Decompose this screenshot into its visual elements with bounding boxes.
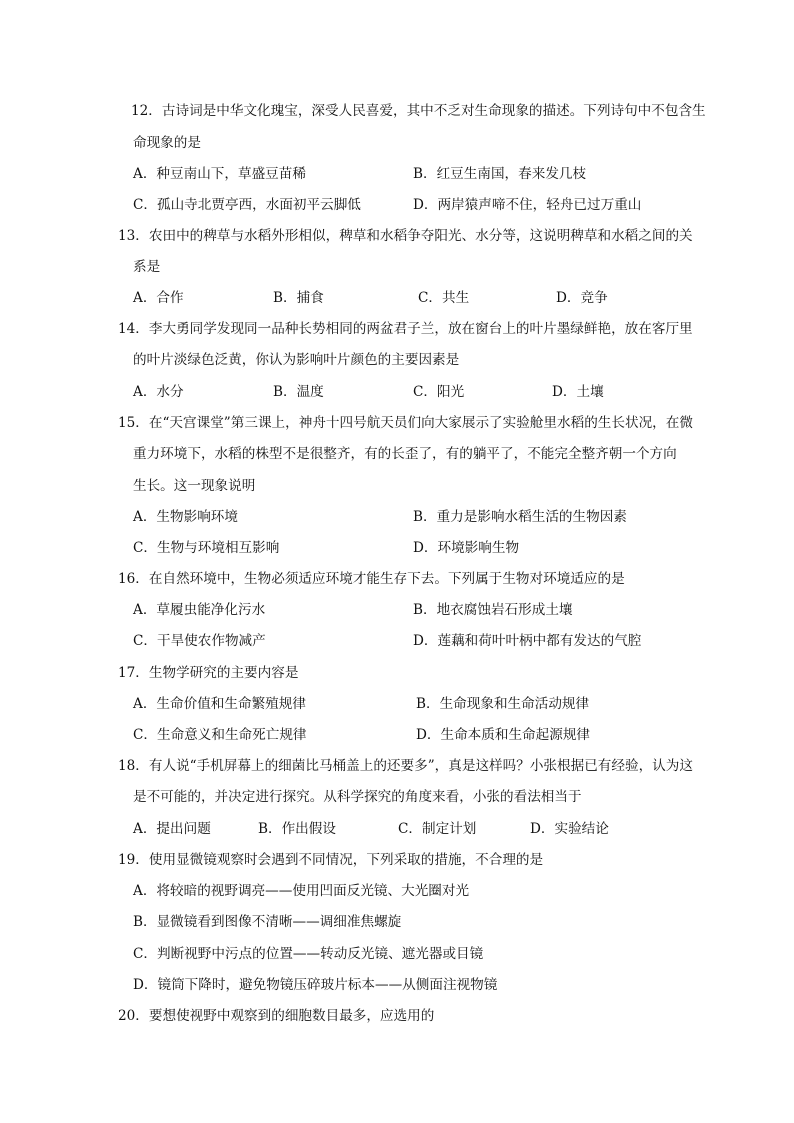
question-18-option-b: B．作出假设 (258, 821, 336, 837)
question-12-line-2: 命现象的是 (133, 135, 201, 151)
question-13-option-d: D．竞争 (556, 290, 608, 306)
question-15-option-c: C．生物与环境相互影响 (133, 540, 280, 556)
question-13-option-c: C．共生 (418, 290, 470, 306)
question-17-option-b: B．生命现象和生命活动规律 (416, 696, 590, 712)
question-19-option-c: C．判断视野中污点的位置——转动反光镜、遮光器或目镜 (133, 946, 484, 962)
question-17-option-a: A．生命价值和生命繁殖规律 (133, 696, 306, 712)
question-15-option-d: D．环境影响生物 (413, 540, 520, 556)
question-18-line-1: 18．有人说“手机屏幕上的细菌比马桶盖上的还要多”，真是这样吗？小张根据已有经验，认为这 (118, 758, 693, 774)
question-12-option-a: A．种豆南山下，草盛豆苗稀 (133, 166, 306, 182)
question-14-option-c: C．阳光 (413, 384, 465, 400)
question-15-option-a: A．生物影响环境 (133, 509, 238, 525)
question-19-option-d: D．镜筒下降时，避免物镜压碎玻片标本——从侧面注视物镜 (133, 977, 498, 993)
question-13-option-a: A．合作 (133, 290, 184, 306)
question-19-option-a: A．将较暗的视野调亮——使用凹面反光镜、大光圈对光 (133, 883, 470, 899)
question-14-option-d: D．土壤 (552, 384, 604, 400)
question-19-option-b: B．显微镜看到图像不清晰——调细准焦螺旋 (133, 914, 402, 930)
question-18-option-c: C．制定计划 (398, 821, 477, 837)
question-18-line-2: 是不可能的，并决定进行探究。从科学探究的角度来看，小张的看法相当于 (133, 789, 582, 805)
question-17-option-d: D．生命本质和生命起源规律 (416, 727, 591, 743)
question-13-line-2: 系是 (133, 259, 161, 275)
question-13-option-b: B．捕食 (273, 290, 324, 306)
question-16-option-c: C．干旱使农作物减产 (133, 633, 266, 649)
question-14-line-2: 的叶片淡绿色泛黄，你认为影响叶片颜色的主要因素是 (133, 352, 460, 368)
question-15-line-3: 生长。这一现象说明 (133, 478, 256, 494)
question-14-option-a: A．水分 (133, 384, 184, 400)
question-15-line-1: 15．在“天宫课堂”第三课上，神舟十四号航天员们向大家展示了实验舱里水稻的生长状况，在微 (118, 415, 693, 431)
question-12-option-d: D．两岸猿声啼不住，轻舟已过万重山 (413, 197, 642, 213)
question-13-line-1: 13．农田中的稗草与水稻外形相似，稗草和水稻争夺阳光、水分等，这说明稗草和水稻之间的关 (118, 228, 693, 244)
question-12-line-1: 12．古诗词是中华文化瑰宝，深受人民喜爱，其中不乏对生命现象的描述。下列诗句中不包含生 (131, 103, 706, 119)
question-12-option-b: B．红豆生南国，春来发几枝 (413, 166, 587, 182)
question-20-line-1: 20．要想使视野中观察到的细胞数目最多，应选用的 (118, 1008, 435, 1024)
question-12-option-c: C．孤山寺北贾亭西，水面初平云脚低 (133, 197, 361, 213)
question-17-option-c: C．生命意义和生命死亡规律 (133, 727, 307, 743)
question-14-line-1: 14．李大勇同学发现同一品种长势相同的两盆君子兰，放在窗台上的叶片墨绿鲜艳，放在客厅里 (118, 321, 693, 337)
question-19-line-1: 19．使用显微镜观察时会遇到不同情况，下列采取的措施，不合理的是 (118, 852, 544, 868)
question-15-option-b: B．重力是影响水稻生活的生物因素 (413, 509, 627, 525)
question-16-option-d: D．莲藕和荷叶叶柄中都有发达的气腔 (413, 633, 642, 649)
question-15-line-2: 重力环境下，水稻的株型不是很整齐，有的长歪了，有的躺平了，不能完全整齐朝一个方向 (133, 446, 677, 462)
question-17-line-1: 17．生物学研究的主要内容是 (118, 665, 299, 681)
question-16-option-b: B．地衣腐蚀岩石形成土壤 (413, 602, 573, 618)
question-14-option-b: B．温度 (273, 384, 324, 400)
question-18-option-a: A．提出问题 (133, 821, 211, 837)
question-18-option-d: D．实验结论 (530, 821, 609, 837)
question-16-option-a: A．草履虫能净化污水 (133, 602, 266, 618)
question-16-line-1: 16．在自然环境中，生物必须适应环境才能生存下去。下列属于生物对环境适应的是 (118, 571, 625, 587)
